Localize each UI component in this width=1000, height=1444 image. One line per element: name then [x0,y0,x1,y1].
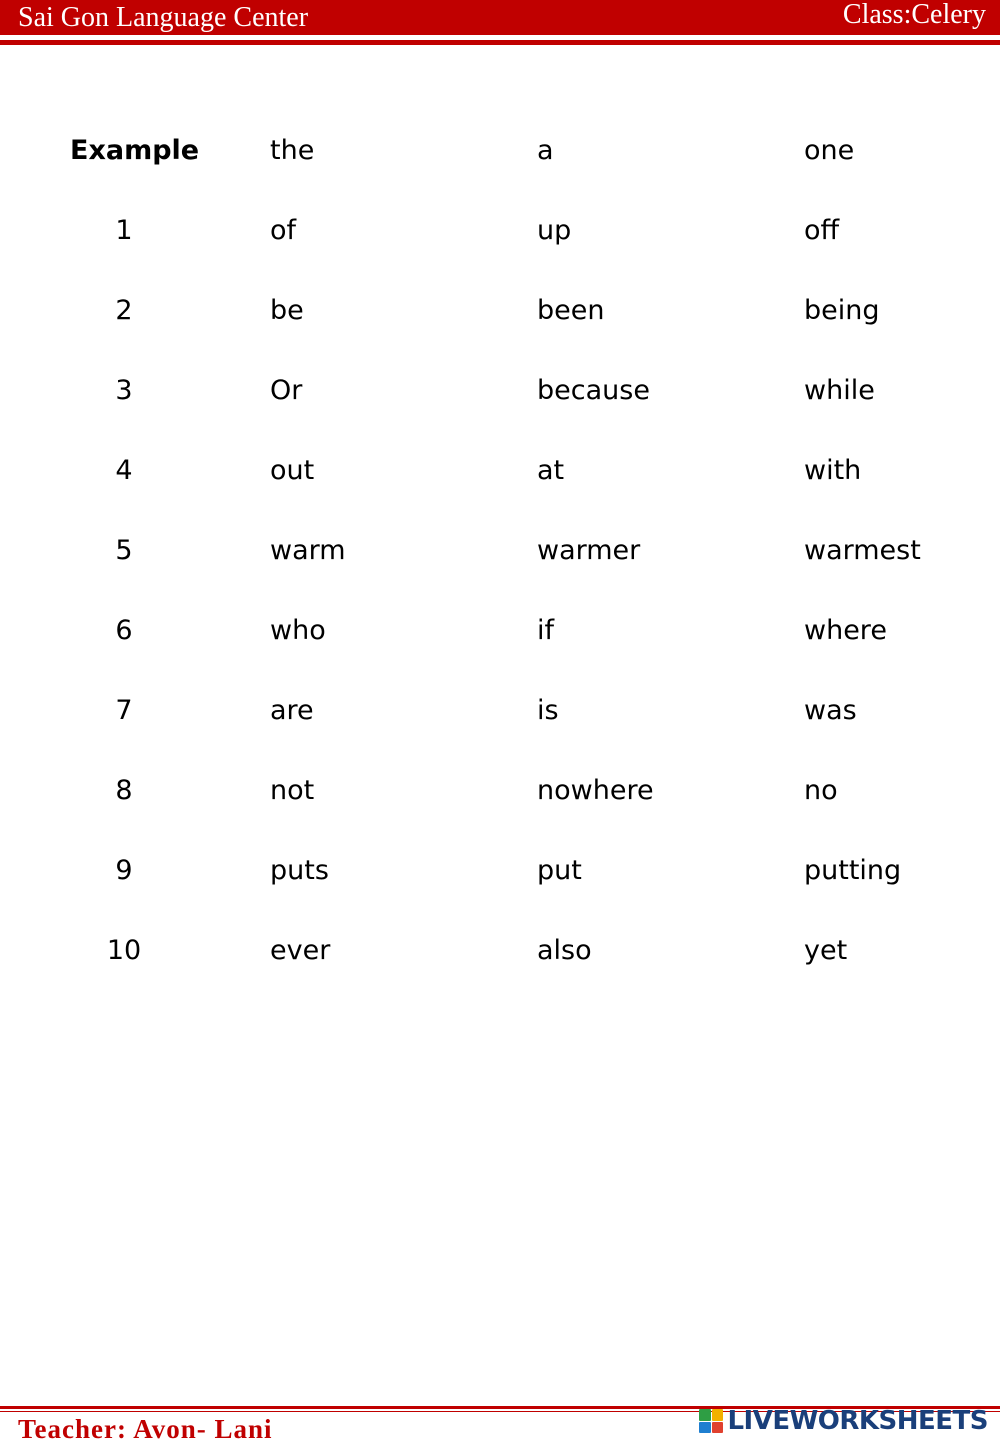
word-option[interactable]: putting [804,855,902,886]
word-option[interactable]: is [537,695,559,726]
table-row [0,752,1000,832]
word-option[interactable]: off [804,215,840,246]
row-label: 1 [115,215,133,246]
word-option[interactable]: are [270,695,314,726]
row-label: 4 [115,455,133,486]
teacher-name: Teacher: Avon- Lani [18,1414,273,1444]
word-option[interactable]: the [270,135,315,166]
word-option[interactable]: also [537,935,592,966]
word-option[interactable]: of [270,215,297,246]
word-option[interactable]: if [537,615,555,646]
table-row [0,432,1000,512]
word-option[interactable]: while [804,375,875,406]
word-option[interactable]: been [537,295,605,326]
row-label: 3 [115,375,133,406]
word-option[interactable]: was [804,695,857,726]
word-option[interactable]: no [804,775,838,806]
word-option[interactable]: put [537,855,582,886]
class-name: Class:Celery [842,0,986,30]
table-row [0,912,1000,992]
row-label: 7 [115,695,133,726]
word-table [0,112,1000,992]
brand-name: LIVEWORKSHEETS [727,1406,988,1436]
word-option[interactable]: ever [270,935,331,966]
header-divider [0,40,1000,45]
word-option[interactable]: being [804,295,880,326]
word-option[interactable]: not [270,775,315,806]
word-option[interactable]: Or [270,375,303,406]
word-option[interactable]: up [537,215,572,246]
liveworksheets-logo-icon [699,1409,723,1433]
table-row [0,592,1000,672]
word-option[interactable]: one [804,135,855,166]
word-option[interactable]: nowhere [537,775,654,806]
table-row [0,672,1000,752]
word-option[interactable]: a [537,135,554,166]
word-option[interactable]: warmer [537,535,641,566]
table-row [0,272,1000,352]
row-label: 10 [106,935,142,966]
row-label: 6 [115,615,133,646]
word-option[interactable]: warmest [804,535,921,566]
table-row [0,192,1000,272]
table-row-example [0,112,1000,192]
word-option[interactable]: with [804,455,862,486]
center-name: Sai Gon Language Center [18,2,309,33]
word-option[interactable]: puts [270,855,329,886]
row-label: 5 [115,535,133,566]
table-row [0,512,1000,592]
row-label: 8 [115,775,133,806]
word-option[interactable]: yet [804,935,848,966]
table-row [0,352,1000,432]
word-option[interactable]: because [537,375,650,406]
word-option[interactable]: out [270,455,315,486]
word-option[interactable]: where [804,615,887,646]
row-label: 9 [115,855,133,886]
word-option[interactable]: who [270,615,326,646]
table-row [0,832,1000,912]
word-option[interactable]: be [270,295,304,326]
word-option[interactable]: warm [270,535,346,566]
row-label: Example [70,135,200,166]
liveworksheets-brand [699,1406,988,1436]
row-label: 2 [115,295,133,326]
word-option[interactable]: at [537,455,565,486]
